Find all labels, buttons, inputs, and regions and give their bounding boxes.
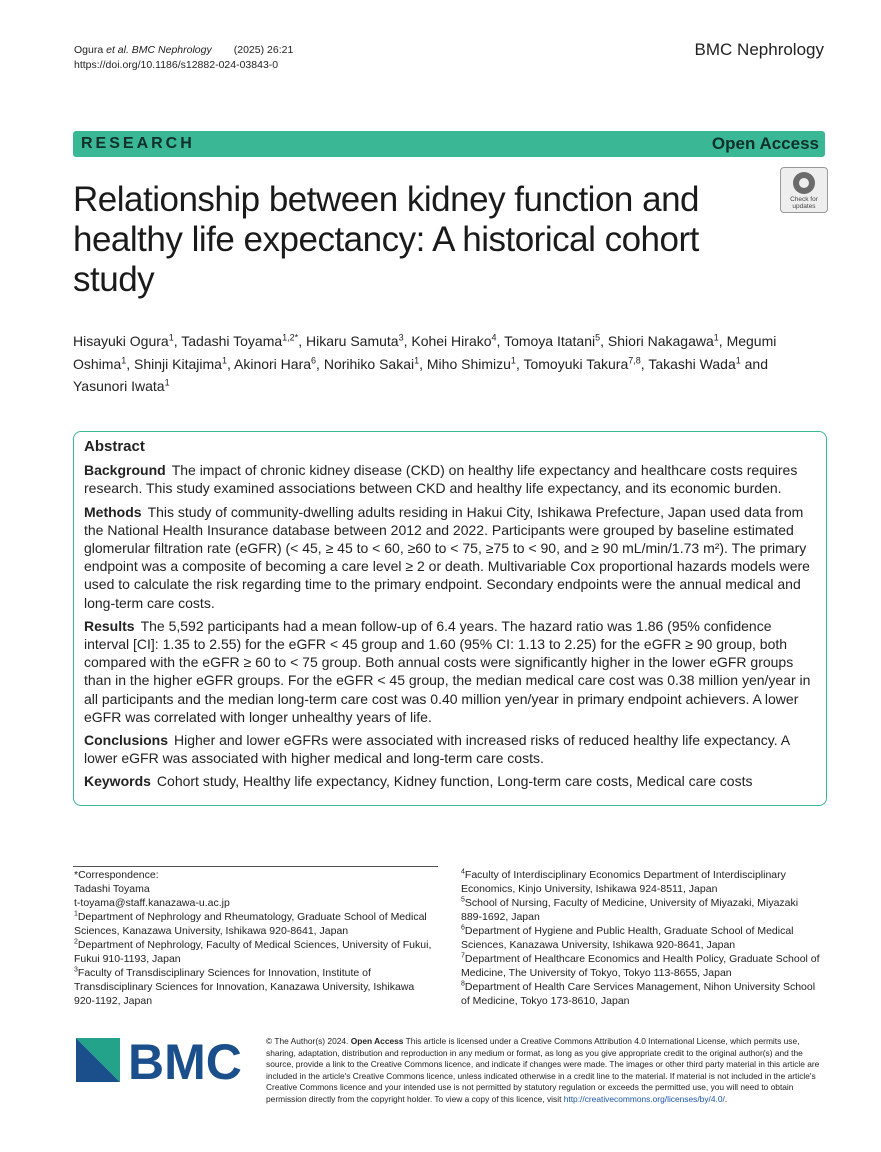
author-name: Akinori Hara <box>234 355 312 372</box>
author-name: Takashi Wada <box>648 355 736 372</box>
header-year-volume: (2025) 26:21 <box>233 44 294 56</box>
affiliation-text: Department of Healthcare Economics and Health Policy, Graduate School of Medicine, The University of Tokyo, Tokyo 113-8655, Japan <box>461 953 820 979</box>
author-name: Kohei Hirako <box>411 333 492 349</box>
author-name: Norihiko Sakai <box>323 355 415 372</box>
affiliation-item <box>461 924 821 952</box>
keywords-label: Keywords <box>84 773 151 790</box>
header-journal-citation: et al. BMC Nephrology <box>106 44 212 56</box>
author-name: Miho Shimizu <box>426 355 511 372</box>
correspondence-email[interactable]: t-toyama@staff.kanazawa-u.ac.jp <box>74 897 230 909</box>
author-name: Shiori Nakagawa <box>607 333 714 349</box>
affiliations-left <box>74 910 434 1008</box>
author-name: Hikaru Samuta <box>305 333 399 349</box>
footnote-divider <box>73 866 438 867</box>
copyright-text: © The Author(s) 2024. <box>266 1036 349 1046</box>
author-affiliation-mark: 1 <box>168 332 174 343</box>
affiliations-right <box>461 868 821 1008</box>
correspondence-label: *Correspondence: <box>74 869 159 881</box>
author-affiliation-mark: 1 <box>510 354 516 365</box>
footnotes-left <box>74 868 434 1008</box>
bmc-logo <box>76 1038 246 1084</box>
author-affiliation-mark: 7,8 <box>628 354 641 365</box>
affiliation-number: 8 <box>461 980 465 988</box>
abstract-background <box>84 461 818 497</box>
license-end: . <box>724 1093 728 1104</box>
license-link[interactable]: http://creativecommons.org/licenses/by/4.0/ <box>563 1093 725 1104</box>
methods-label: Methods <box>84 503 142 520</box>
author-name: Hisayuki Ogura <box>73 333 169 349</box>
bmc-logo-mark <box>76 1038 246 1084</box>
affiliation-text: Department of Health Care Services Management, Nihon University School of Medicine, Tokyo 173-8610, Japan <box>461 981 816 1007</box>
open-access-label: Open Access <box>711 134 819 153</box>
keywords-text: Cohort study, Healthy life expectancy, Kidney function, Long-term care costs, Medical care costs <box>156 773 753 790</box>
author-affiliation-mark: 1 <box>414 354 420 365</box>
section-label: RESEARCH <box>81 135 195 152</box>
license-text: This article is licensed under a Creative Commons Attribution 4.0 International License, which permits use, sharing, adaptation, distribution and reproduction in any medium or format, as long as you give appropriate credit to the original author(s) and the source, provide a link to the Creative Commons licence, and indicate if changes were made. The images or other third party material in this article are included in the article's Creative Commons licence, unless indicated otherwise in a credit line to the material. If material is not included in the article's Creative Commons licence and your intended use is not permitted by statutory regulation or exceeds the permitted use, you will need to obtain permission directly from the copyright holder. To view a copy of this licence, visit <box>266 1036 820 1104</box>
author-affiliation-mark: 1 <box>121 354 127 365</box>
methods-text: This study of community-dwelling adults residing in Hakui City, Ishikawa Prefecture, Japan used data from the National Health Insurance database between 2012 and 2022. Participants were grouped by baseline estimated glomerular filtration rate (eGFR) (< 45, ≥ 45 to < 60, ≥60 to < 75, ≥75 to < 90, and ≥ 90 mL/min/1.73 m²). The primary endpoint was a composite of becoming a care level ≥ 2 or death. Multivariable Cox proportional hazards models were used to calculate the risk regarding time to the primary endpoint. Secondary endpoints were the annual medical and long-term care costs. <box>84 503 810 611</box>
correspondence-name: Tadashi Toyama <box>74 883 150 895</box>
affiliation-number: 4 <box>461 868 465 876</box>
check-for-updates-badge[interactable] <box>780 167 828 213</box>
abstract-results <box>84 617 818 726</box>
abstract-methods <box>84 503 818 612</box>
affiliation-text: Faculty of Interdisciplinary Economics Department of Interdisciplinary Economics, Kinjo University, Ishikawa 924-8511, Japan <box>461 869 786 895</box>
background-text: The impact of chronic kidney disease (CKD) on healthy life expectancy and healthcare costs requires research. This study examined associations between CKD and healthy life expectancy, and its economic burden. <box>84 462 798 497</box>
update-check-icon <box>793 172 815 194</box>
affiliation-item <box>461 980 821 1008</box>
affiliation-text: School of Nursing, Faculty of Medicine, University of Miyazaki, Miyazaki 889-1692, Japan <box>461 897 799 923</box>
author-name: Megumi Oshima <box>73 333 777 372</box>
affiliation-number: 7 <box>461 952 465 960</box>
author-name: Tomoya Itatani <box>504 333 596 349</box>
results-text: The 5,592 participants had a mean follow-up of 6.4 years. The hazard ratio was 1.86 (95% confidence interval [CI]: 1.35 to 2.55) for the eGFR < 45 group and 1.60 (95% CI: 1.13 to 2.25) for the eGFR ≥ 90 group, both compared with the eGFR ≥ 60 to < 75 group. Both annual costs were significantly higher in the lower eGFR groups than in the higher eGFR groups. For the eGFR < 45 group, the median medical care cost was 0.38 million yen/year in all participants and the median long-term care cost was 0.40 million yen/year in primary endpoint achievers. A lower eGFR was correlated with longer unhealthy years of life. <box>84 617 811 725</box>
affiliation-item <box>74 910 434 938</box>
background-label: Background <box>84 462 166 479</box>
bmc-logo-text: BMC <box>128 1038 242 1084</box>
author-affiliation-mark: 1 <box>713 332 719 343</box>
affiliation-text: Department of Nephrology and Rheumatology, Graduate School of Medical Sciences, Kanazawa University, Ishikawa 920-8641, Japan <box>74 911 427 937</box>
affiliation-text: Department of Nephrology, Faculty of Medical Sciences, University of Fukui, Fukui 910-1193, Japan <box>74 939 432 965</box>
license-statement <box>266 1036 826 1106</box>
conclusions-text: Higher and lower eGFRs were associated with increased risks of reduced healthy life expectancy. A lower eGFR was associated with higher medical and long-term care costs. <box>84 732 790 767</box>
author-affiliation-mark: 5 <box>595 332 601 343</box>
conclusions-label: Conclusions <box>84 732 169 749</box>
results-label: Results <box>84 617 135 634</box>
author-affiliation-mark: 1 <box>221 354 227 365</box>
affiliation-number: 1 <box>74 910 78 918</box>
abstract-conclusions <box>84 731 818 767</box>
running-header <box>74 43 293 73</box>
affiliation-item <box>74 938 434 966</box>
author-name: Shinji Kitajima <box>134 355 222 372</box>
affiliation-text: Department of Hygiene and Public Health, Graduate School of Medical Sciences, Kanazawa University, Ishikawa 920-8641, Japan <box>461 925 794 951</box>
author-affiliation-mark: 1 <box>735 354 741 365</box>
affiliation-item <box>461 896 821 924</box>
footnotes-right <box>461 868 821 1008</box>
header-doi-link[interactable]: https://doi.org/10.1186/s12882-024-03843-0 <box>74 59 279 71</box>
affiliation-number: 5 <box>461 896 465 904</box>
affiliation-number: 6 <box>461 924 465 932</box>
author-affiliation-mark: 4 <box>491 332 497 343</box>
affiliation-item <box>74 966 434 1008</box>
author-list: Hisayuki Ogura$^1$, Tadashi Toyama$^{1,2*}$, Hikaru Samuta$^3$, Kohei Hirako$^4$, Tomoya Itatani$^5$, Shiori Nakagawa$^1$, Megumi Oshima$^1$, Shinji Kitajima$^1$, Akinori Hara$^6$, Norihiko Sakai$^1$, Miho Shimizu$^1$, Tomoyuki Takura$^{7,8}$, Takashi Wada$^1$ and Yasunori Iwata$^1$ <box>73 332 777 394</box>
abstract-keywords <box>84 772 818 790</box>
abstract-box <box>73 431 827 806</box>
affiliation-item <box>461 868 821 896</box>
affiliation-item <box>461 952 821 980</box>
section-banner <box>73 131 825 157</box>
author-affiliation-mark: 1,2* <box>282 332 299 343</box>
author-affiliation-mark: 3 <box>398 332 404 343</box>
header-author: Ogura <box>74 44 107 56</box>
article-title: Relationship between kidney function and healthy life expectancy: A historical cohort study <box>73 180 699 299</box>
affiliation-text: Faculty of Transdisciplinary Sciences for Innovation, Institute of Transdisciplinary Sciences for Innovation, Kanazawa University, Ishikawa 920-1192, Japan <box>74 967 415 1007</box>
check-updates-label: Check for updates <box>790 196 818 210</box>
affiliation-number: 2 <box>74 938 78 946</box>
license-open-access: Open Access <box>350 1036 404 1046</box>
author-name: Yasunori Iwata <box>73 378 165 394</box>
author-affiliation-mark: 6 <box>311 354 317 365</box>
author-affiliation-mark: 1 <box>164 377 170 388</box>
author-name: Tadashi Toyama <box>181 333 283 349</box>
journal-name: BMC Nephrology <box>694 40 824 59</box>
abstract-heading: Abstract <box>84 438 145 455</box>
author-name: Tomoyuki Takura <box>523 355 629 372</box>
affiliation-number: 3 <box>74 966 78 974</box>
